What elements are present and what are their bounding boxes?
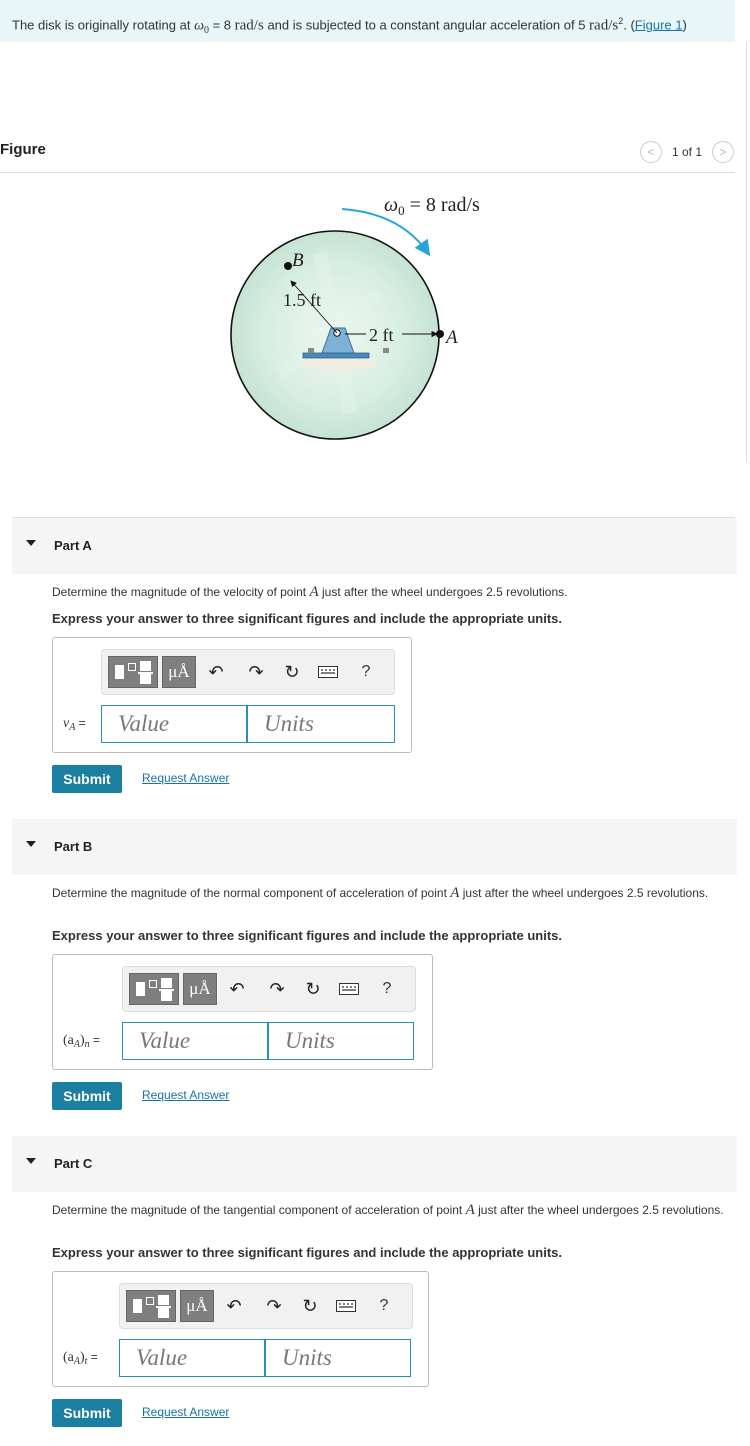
scroll-edge <box>746 42 747 462</box>
a-a-t-label: $(a_A)_t$ = <box>63 1350 98 1368</box>
figure-link[interactable]: Figure 1 <box>634 17 683 33</box>
intro-text-2: and is subjected to a constant angular acceleration of 5 <box>263 17 590 33</box>
point-b <box>284 262 292 270</box>
figure-counter: 1 of 1 <box>671 145 702 159</box>
request-answer-link[interactable]: Request Answer <box>142 1088 230 1102</box>
part-a-question <box>52 585 732 600</box>
units-symbols-button[interactable]: μÅ <box>162 656 196 688</box>
undo-icon[interactable]: ↶ <box>229 978 245 999</box>
caret-down-icon <box>26 540 36 546</box>
chevron-right-icon: > <box>719 145 727 159</box>
value-input[interactable]: Value <box>101 705 247 743</box>
label-a: A <box>446 327 458 348</box>
label-radius-a: 2 ft <box>369 325 394 345</box>
keyboard-icon[interactable] <box>334 1294 358 1318</box>
help-button[interactable]: ? <box>361 663 371 680</box>
question-text-end: just after the wheel undergoes 2.5 revolutions. <box>459 886 709 900</box>
intro-value: = 8 <box>208 17 235 33</box>
math-toolbar <box>119 1283 413 1329</box>
question-text-end: just after the wheel undergoes 2.5 revolutions. <box>474 1203 724 1217</box>
keyboard-icon[interactable] <box>316 660 340 684</box>
question-text: Determine the magnitude of the tangential component of acceleration of point <box>52 1203 466 1217</box>
v-a-label: $v_A$ = <box>63 716 86 734</box>
question-text: Determine the magnitude of the normal component of acceleration of point <box>52 886 451 900</box>
omega-label: $\omega_0 = 8$ rad/s <box>384 194 480 218</box>
units-symbols-button[interactable]: μÅ <box>180 1290 214 1322</box>
next-figure-button[interactable] <box>712 141 734 163</box>
point-a <box>436 330 444 338</box>
chevron-left-icon: < <box>647 145 655 159</box>
units-symbols-button[interactable]: μÅ <box>183 973 217 1005</box>
figure-nav <box>640 141 734 163</box>
units-input[interactable]: Units <box>265 1339 411 1377</box>
reset-icon[interactable]: ↻ <box>305 978 321 999</box>
templates-button[interactable] <box>129 973 179 1005</box>
help-button[interactable]: ? <box>382 980 392 997</box>
submit-button[interactable]: Submit <box>52 765 122 793</box>
redo-icon[interactable]: ↷ <box>269 978 285 999</box>
question-text: Determine the magnitude of the velocity of point <box>52 585 310 599</box>
part-c-header[interactable] <box>12 1136 737 1192</box>
question-var: A <box>465 1202 475 1218</box>
label-radius-b: 1.5 ft <box>283 290 321 310</box>
bolt-left <box>308 348 314 353</box>
units-input[interactable]: Units <box>247 705 395 743</box>
undo-icon[interactable]: ↶ <box>208 661 224 682</box>
request-answer-link[interactable]: Request Answer <box>142 1405 230 1419</box>
reset-icon[interactable]: ↻ <box>284 661 300 682</box>
intro-unit-exp: 2 <box>618 16 624 26</box>
intro-text-3: . ( <box>623 17 635 33</box>
prev-figure-button[interactable] <box>640 141 662 163</box>
part-a-instruction: Express your answer to three significant figures and include the appropriate units. <box>52 611 562 626</box>
math-toolbar <box>101 649 395 695</box>
intro-unit-2: rad/s <box>589 17 619 34</box>
templates-button[interactable] <box>108 656 158 688</box>
help-button[interactable]: ? <box>379 1297 389 1314</box>
figure-title: Figure <box>0 141 46 158</box>
redo-icon[interactable]: ↷ <box>266 1295 282 1316</box>
question-text-end: just after the wheel undergoes 2.5 revolutions. <box>318 585 568 599</box>
part-a-header[interactable] <box>12 518 737 574</box>
bolt-right <box>383 348 389 353</box>
omega-symbol: ω <box>194 18 204 34</box>
templates-button[interactable] <box>126 1290 176 1322</box>
request-answer-link[interactable]: Request Answer <box>142 771 230 785</box>
intro-text: The disk is originally rotating at <box>12 17 195 33</box>
redo-icon[interactable]: ↷ <box>248 661 264 682</box>
units-input[interactable]: Units <box>268 1022 414 1060</box>
caret-down-icon <box>26 1158 36 1164</box>
submit-button[interactable]: Submit <box>52 1082 122 1110</box>
math-toolbar <box>122 966 416 1012</box>
omega-sub: 0 <box>203 24 209 36</box>
reset-icon[interactable]: ↻ <box>302 1295 318 1316</box>
problem-statement <box>0 0 735 42</box>
part-b-header[interactable] <box>12 819 737 875</box>
part-b-instruction: Express your answer to three significant figures and include the appropriate units. <box>52 928 562 943</box>
value-input[interactable]: Value <box>122 1022 268 1060</box>
disk-figure <box>0 173 740 513</box>
value-input[interactable]: Value <box>119 1339 265 1377</box>
part-a-answer-box <box>52 637 412 753</box>
undo-icon[interactable]: ↶ <box>226 1295 242 1316</box>
part-b-answer-box <box>52 954 433 1070</box>
intro-text-4: ) <box>682 17 687 33</box>
intro-unit-1: rad/s <box>234 17 264 34</box>
part-c-question <box>52 1203 732 1218</box>
part-b-question <box>52 886 712 901</box>
part-b-title: Part B <box>54 839 93 854</box>
question-var: A <box>450 885 460 901</box>
part-c-answer-box <box>52 1271 429 1387</box>
support-base <box>303 353 369 358</box>
a-a-n-label: $(a_A)_n$ = <box>63 1033 101 1051</box>
part-c-title: Part C <box>54 1156 93 1171</box>
keyboard-icon[interactable] <box>337 977 361 1001</box>
question-var: A <box>309 584 319 600</box>
caret-down-icon <box>26 841 36 847</box>
part-a-title: Part A <box>54 538 92 553</box>
submit-button[interactable]: Submit <box>52 1399 122 1427</box>
label-b: B <box>292 250 304 271</box>
part-c-instruction: Express your answer to three significant figures and include the appropriate units. <box>52 1245 562 1260</box>
